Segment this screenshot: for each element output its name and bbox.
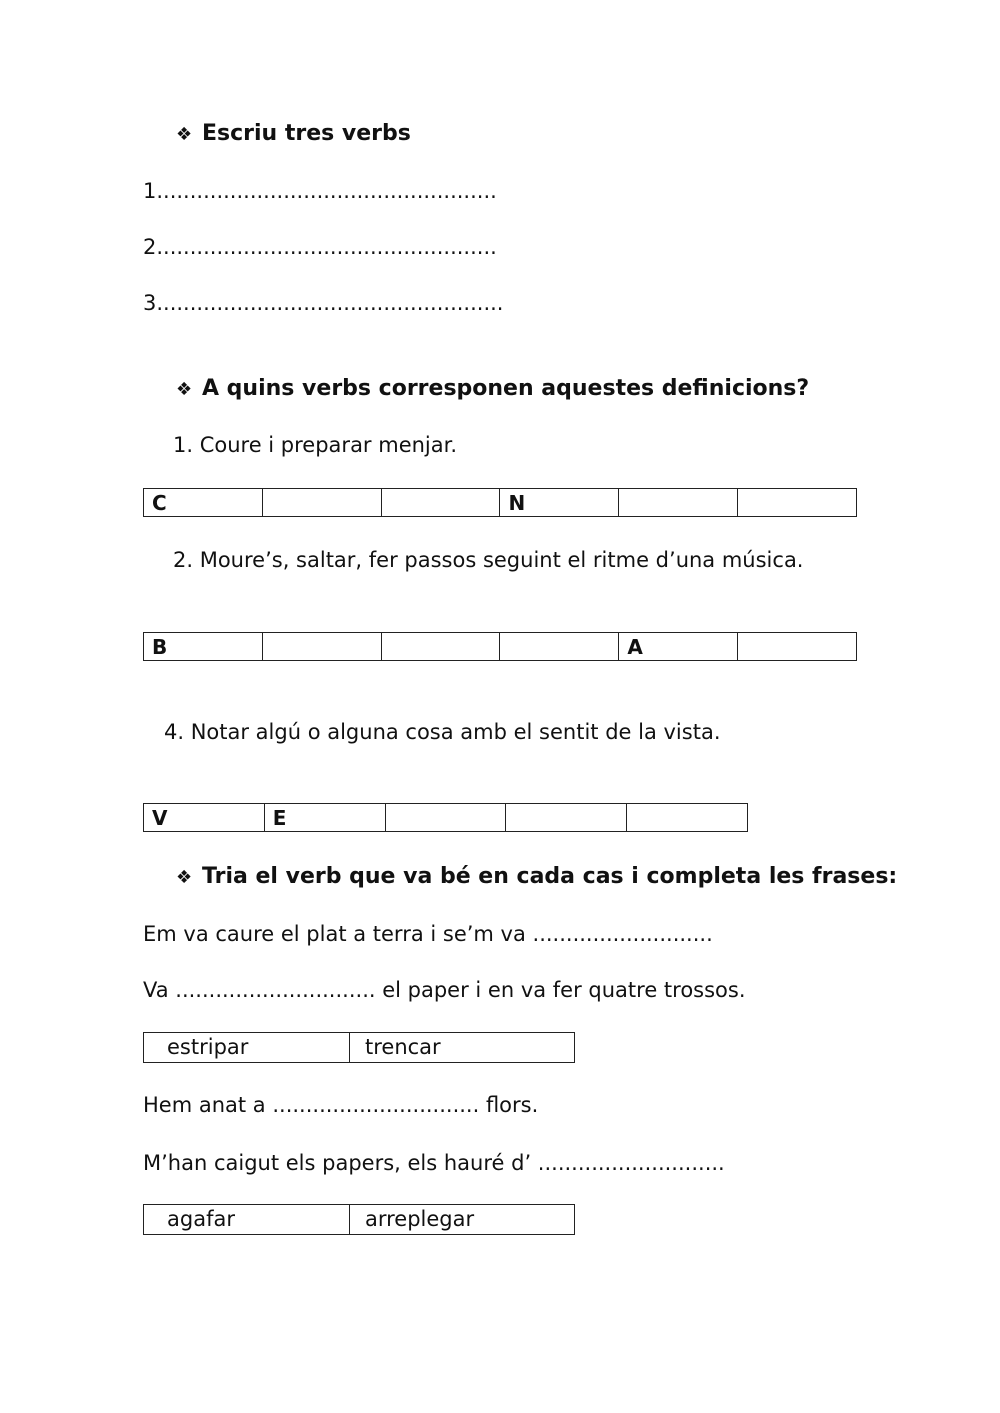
letter-cell[interactable] [506, 804, 627, 832]
section-heading-write-verbs [176, 123, 411, 145]
word-options-2 [143, 1204, 575, 1235]
letter-cell[interactable] [738, 489, 857, 517]
sentence-1[interactable]: Em va caure el plat a terra i se’m va ........................... [143, 922, 713, 946]
letter-cell[interactable] [619, 489, 738, 517]
diamond-bullet-icon: ❖ [176, 124, 193, 145]
letter-grid-1 [143, 488, 857, 517]
letter-cell[interactable]: N [500, 489, 619, 517]
word-option: arreplegar [350, 1205, 575, 1235]
sentence-2[interactable]: Va .............................. el paper i en va fer quatre trossos. [143, 978, 746, 1002]
sentence-4[interactable]: M’han caigut els papers, els hauré d’ ............................ [143, 1151, 725, 1175]
letter-grid-2 [143, 632, 857, 661]
letter-cell[interactable] [738, 633, 857, 661]
definition-1: 1. Coure i preparar menjar. [173, 433, 458, 457]
letter-cell[interactable] [262, 633, 381, 661]
answer-line-3[interactable]: 3.................................................... [143, 291, 504, 315]
letter-cell[interactable] [500, 633, 619, 661]
section-title: A quins verbs corresponen aquestes definicions? [202, 376, 810, 401]
word-option: agafar [144, 1205, 350, 1235]
letter-cell[interactable]: C [144, 489, 263, 517]
definition-4: 4. Notar algú o alguna cosa amb el sentit de la vista. [164, 720, 721, 744]
section-title: Escriu tres verbs [202, 121, 411, 146]
word-options-1 [143, 1032, 575, 1063]
section-heading-definitions [176, 378, 809, 400]
answer-line-2[interactable]: 2................................................... [143, 235, 497, 259]
letter-cell[interactable] [381, 633, 500, 661]
letter-cell[interactable] [385, 804, 506, 832]
letter-cell[interactable]: V [144, 804, 265, 832]
letter-cell[interactable]: B [144, 633, 263, 661]
letter-grid-3 [143, 803, 748, 832]
definition-2: 2. Moure’s, saltar, fer passos seguint el ritme d’una música. [173, 548, 804, 572]
answer-line-1[interactable]: 1................................................... [143, 179, 497, 203]
letter-cell[interactable]: E [264, 804, 385, 832]
word-option: estripar [144, 1033, 350, 1063]
sentence-3[interactable]: Hem anat a ............................... flors. [143, 1093, 539, 1117]
section-title: Tria el verb que va bé en cada cas i completa les frases: [202, 864, 898, 889]
word-option: trencar [350, 1033, 575, 1063]
diamond-bullet-icon: ❖ [176, 867, 193, 888]
letter-cell[interactable]: A [619, 633, 738, 661]
section-heading-choose-verb [176, 866, 897, 888]
letter-cell[interactable] [627, 804, 748, 832]
letter-cell[interactable] [381, 489, 500, 517]
letter-cell[interactable] [262, 489, 381, 517]
diamond-bullet-icon: ❖ [176, 379, 193, 400]
